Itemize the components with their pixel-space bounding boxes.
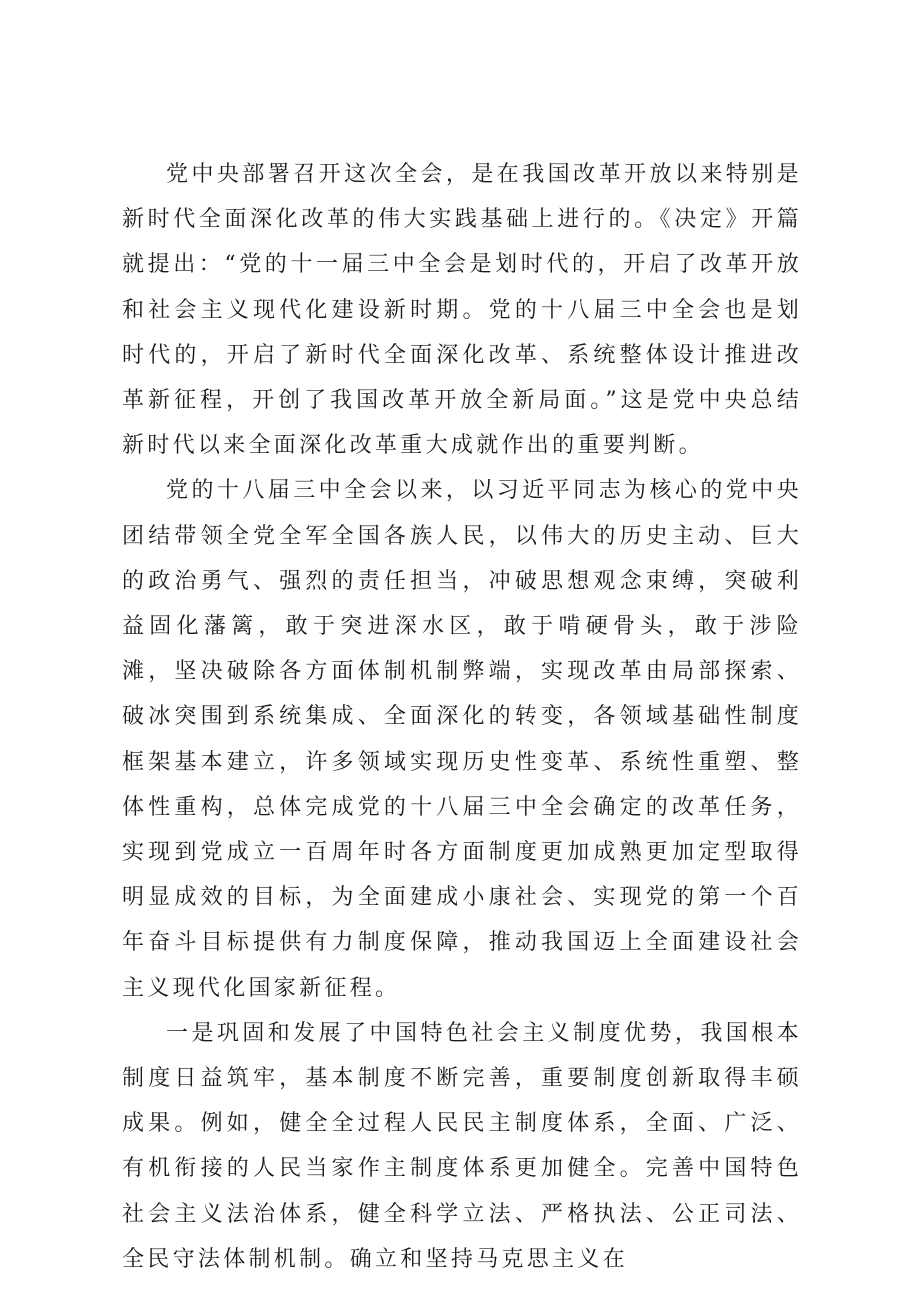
document-body: [122, 152, 802, 1282]
paragraph-2: 党的十八届三中全会以来，以习近平同志为核心的党中央团结带领全党全军全国各族人民，以伟大的历史主动、巨大的政治勇气、强烈的责任担当，冲破思想观念束缚，突破利益固化藩篱，敢于突进深水区，敢于啃硬骨头，敢于涉险滩，坚决破除各方面体制机制弊端，实现改革由局部探索、破冰突围到系统集成、全面深化的转变，各领域基础性制度框架基本建立，许多领域实现历史性变革、系统性重塑、整体性重构，总体完成党的十八届三中全会确定的改革任务，实现到党成立一百周年时各方面制度更加成熟更加定型取得明显成效的目标，为全面建成小康社会、实现党的第一个百年奋斗目标提供有力制度保障，推动我国迈上全面建设社会主义现代化国家新征程。: [122, 478, 802, 1001]
paragraph-1: 党中央部署召开这次全会，是在我国改革开放以来特别是新时代全面深化改革的伟大实践基础上进行的。《决定》开篇就提出：“党的十一届三中全会是划时代的，开启了改革开放和社会主义现代化建设新时期。党的十八届三中全会也是划时代的，开启了新时代全面深化改革、系统整体设计推进改革新征程，开创了我国改革开放全新局面。”这是党中央总结新时代以来全面深化改革重大成就作出的重要判断。: [122, 162, 802, 459]
paragraph-3: 一是巩固和发展了中国特色社会主义制度优势，我国根本制度日益筑牢，基本制度不断完善，重要制度创新取得丰硕成果。例如，健全全过程人民民主制度体系，全面、广泛、有机衔接的人民当家作主制度体系更加健全。完善中国特色社会主义法治体系，健全科学立法、严格执法、公正司法、全民守法体制机制。确立和坚持马克思主义在: [122, 1020, 802, 1272]
